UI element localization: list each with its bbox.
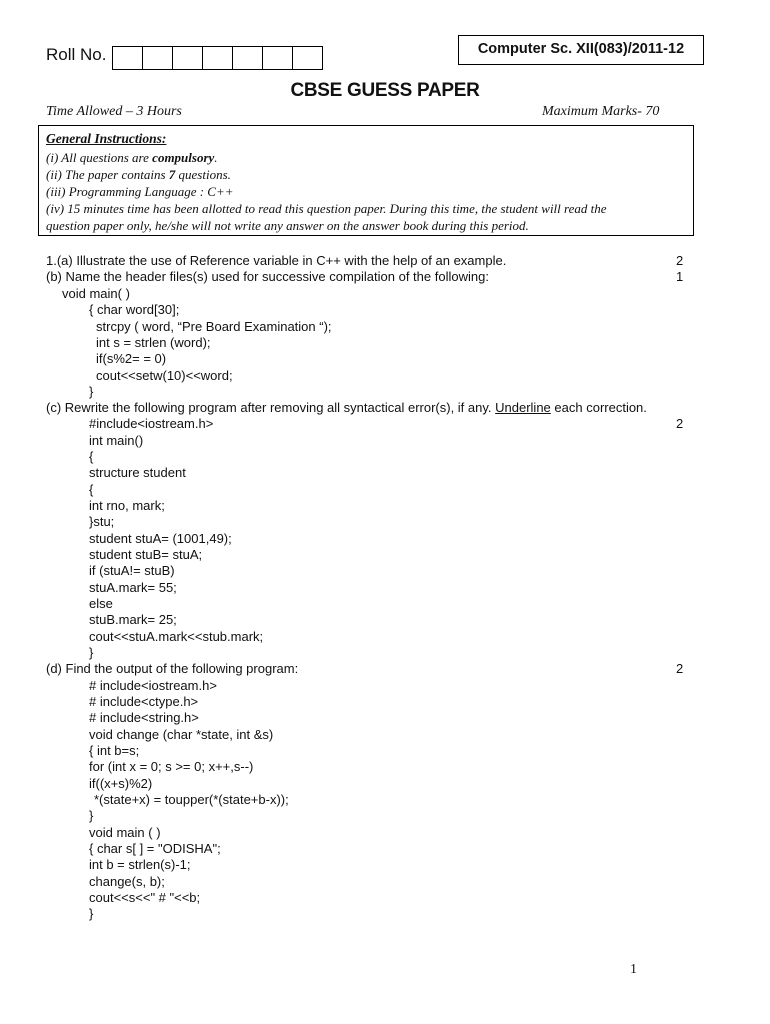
code-line: } [89, 808, 94, 823]
roll-number-boxes[interactable] [113, 46, 323, 70]
question-1c-marks: 2 [676, 416, 684, 431]
paper-title: CBSE GUESS PAPER [290, 80, 480, 101]
question-1a: 1.(a) Illustrate the use of Reference variable in C++ with the help of an example. [46, 253, 507, 268]
instruction-2 [46, 167, 231, 183]
code-line: int s = strlen (word); [96, 335, 211, 350]
instruction-4: (iv) 15 minutes time has been allotted to read this question paper. During this time, the student will read the [46, 201, 607, 216]
code-line: } [89, 906, 94, 921]
instruction-2-emphasis: 7 [168, 167, 176, 182]
instruction-1-text: (i) All questions are [46, 150, 153, 165]
code-line: strcpy ( word, “Pre Board Examination “); [96, 319, 332, 334]
code-line: if((x+s)%2) [89, 776, 153, 791]
code-line: int b = strlen(s)-1; [89, 857, 191, 872]
instruction-3: (iii) Programming Language : C++ [46, 184, 234, 199]
code-line: #include<iostream.h> [89, 416, 214, 431]
code-line: for (int x = 0; s >= 0; x++,s--) [89, 759, 254, 774]
code-line: { char word[30]; [89, 302, 180, 317]
code-line: stuB.mark= 25; [89, 612, 177, 627]
roll-digit-box[interactable] [292, 46, 323, 70]
question-1d: (d) Find the output of the following program: [46, 661, 299, 676]
code-line: if (stuA!= stuB) [89, 563, 175, 578]
roll-digit-box[interactable] [172, 46, 203, 70]
instruction-5: question paper only, he/she will not write any answer on the answer book during this period. [46, 218, 529, 233]
code-line: } [89, 384, 94, 399]
code-line: # include<ctype.h> [89, 694, 199, 709]
roll-digit-box[interactable] [232, 46, 263, 70]
instruction-1-suffix: . [214, 150, 218, 165]
roll-digit-box[interactable] [202, 46, 233, 70]
instruction-2-suffix: questions. [175, 167, 231, 182]
code-line: else [89, 596, 113, 611]
code-line: void change (char *state, int &s) [89, 727, 274, 742]
code-line: cout<<setw(10)<<word; [96, 368, 233, 383]
roll-number-label: Roll No. [46, 45, 107, 64]
time-allowed: Time Allowed – 3 Hours [46, 104, 182, 119]
code-line: int main() [89, 433, 144, 448]
question-1b: (b) Name the header files(s) used for successive compilation of the following: [46, 269, 489, 284]
question-1c-text: (c) Rewrite the following program after removing all syntactical error(s), if any. [46, 400, 496, 415]
code-line: } [89, 645, 94, 660]
question-1c-suffix: each correction. [550, 400, 647, 415]
code-line: int rno, mark; [89, 498, 165, 513]
code-line: stuA.mark= 55; [89, 580, 177, 595]
code-line: { int b=s; [89, 743, 140, 758]
code-line: student stuA= (1001,49); [89, 531, 232, 546]
instruction-1-emphasis: compulsory [152, 150, 215, 165]
code-line: { [89, 482, 94, 497]
instruction-1 [46, 150, 218, 166]
code-line: { char s[ ] = "ODISHA"; [89, 841, 221, 856]
code-line: { [89, 449, 94, 464]
question-1b-marks: 1 [676, 269, 684, 284]
code-line: if(s%2= = 0) [96, 351, 167, 366]
roll-digit-box[interactable] [142, 46, 173, 70]
code-line: *(state+x) = toupper(*(state+b-x)); [94, 792, 289, 807]
code-line: # include<iostream.h> [89, 678, 217, 693]
paper-code: Computer Sc. XII(083)/2011-12 [458, 35, 704, 65]
code-line: cout<<s<<" # "<<b; [89, 890, 201, 905]
code-line: cout<<stuA.mark<<stub.mark; [89, 629, 264, 644]
maximum-marks: Maximum Marks- 70 [542, 104, 660, 119]
roll-digit-box[interactable] [112, 46, 143, 70]
code-line: # include<string.h> [89, 710, 199, 725]
question-1a-marks: 2 [676, 253, 684, 268]
instruction-2-text: (ii) The paper contains [46, 167, 169, 182]
question-1c-underlined: Underline [495, 400, 551, 415]
page-number: 1 [630, 962, 637, 977]
code-line: }stu; [89, 514, 115, 529]
roll-digit-box[interactable] [262, 46, 293, 70]
code-line: student stuB= stuA; [89, 547, 203, 562]
code-line: change(s, b); [89, 874, 165, 889]
code-line: structure student [89, 465, 186, 480]
instructions-heading: General Instructions: [46, 131, 167, 146]
question-1c [46, 400, 647, 416]
question-1d-marks: 2 [676, 661, 684, 676]
code-line: void main ( ) [89, 825, 161, 840]
code-line: void main( ) [62, 286, 130, 301]
